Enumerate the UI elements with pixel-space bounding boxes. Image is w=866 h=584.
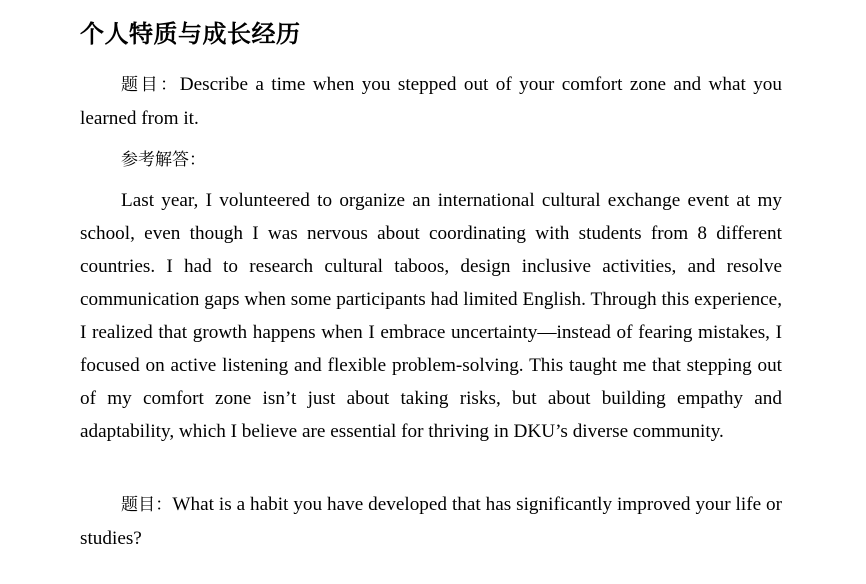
- reference-answer-label-text: 参考解答：: [121, 150, 206, 170]
- question-1: [80, 68, 782, 135]
- question-2-prefix: 题目：: [121, 495, 173, 515]
- question-1-prefix: 题目：: [121, 75, 180, 95]
- question-2: [80, 488, 782, 555]
- question-2-text: What is a habit you have developed that has significantly improved your life or studies?: [80, 494, 783, 549]
- answer-1-paragraph: Last year, I volunteered to organize an international cultural exchange event at my school, even though I was nervous about coordinating with students from 8 different countries. I had to research cultural taboos, design inclusive activities, and resolve communication gaps when some participants had limited English. Through this experience, I realized that growth happens when I embrace uncertainty—instead of fearing mistakes, I focused on active listening and flexible problem-solving. This taught me that stepping out of my comfort zone isn’t just about taking risks, but about building empathy and adaptability, which I believe are essential for thriving in DKU’s diverse community.: [80, 190, 782, 442]
- question-1-text: Describe a time when you stepped out of your comfort zone and what you learned from it.: [80, 74, 782, 129]
- reference-answer-label: [80, 143, 782, 177]
- section-title: 个人特质与成长经历: [80, 20, 301, 48]
